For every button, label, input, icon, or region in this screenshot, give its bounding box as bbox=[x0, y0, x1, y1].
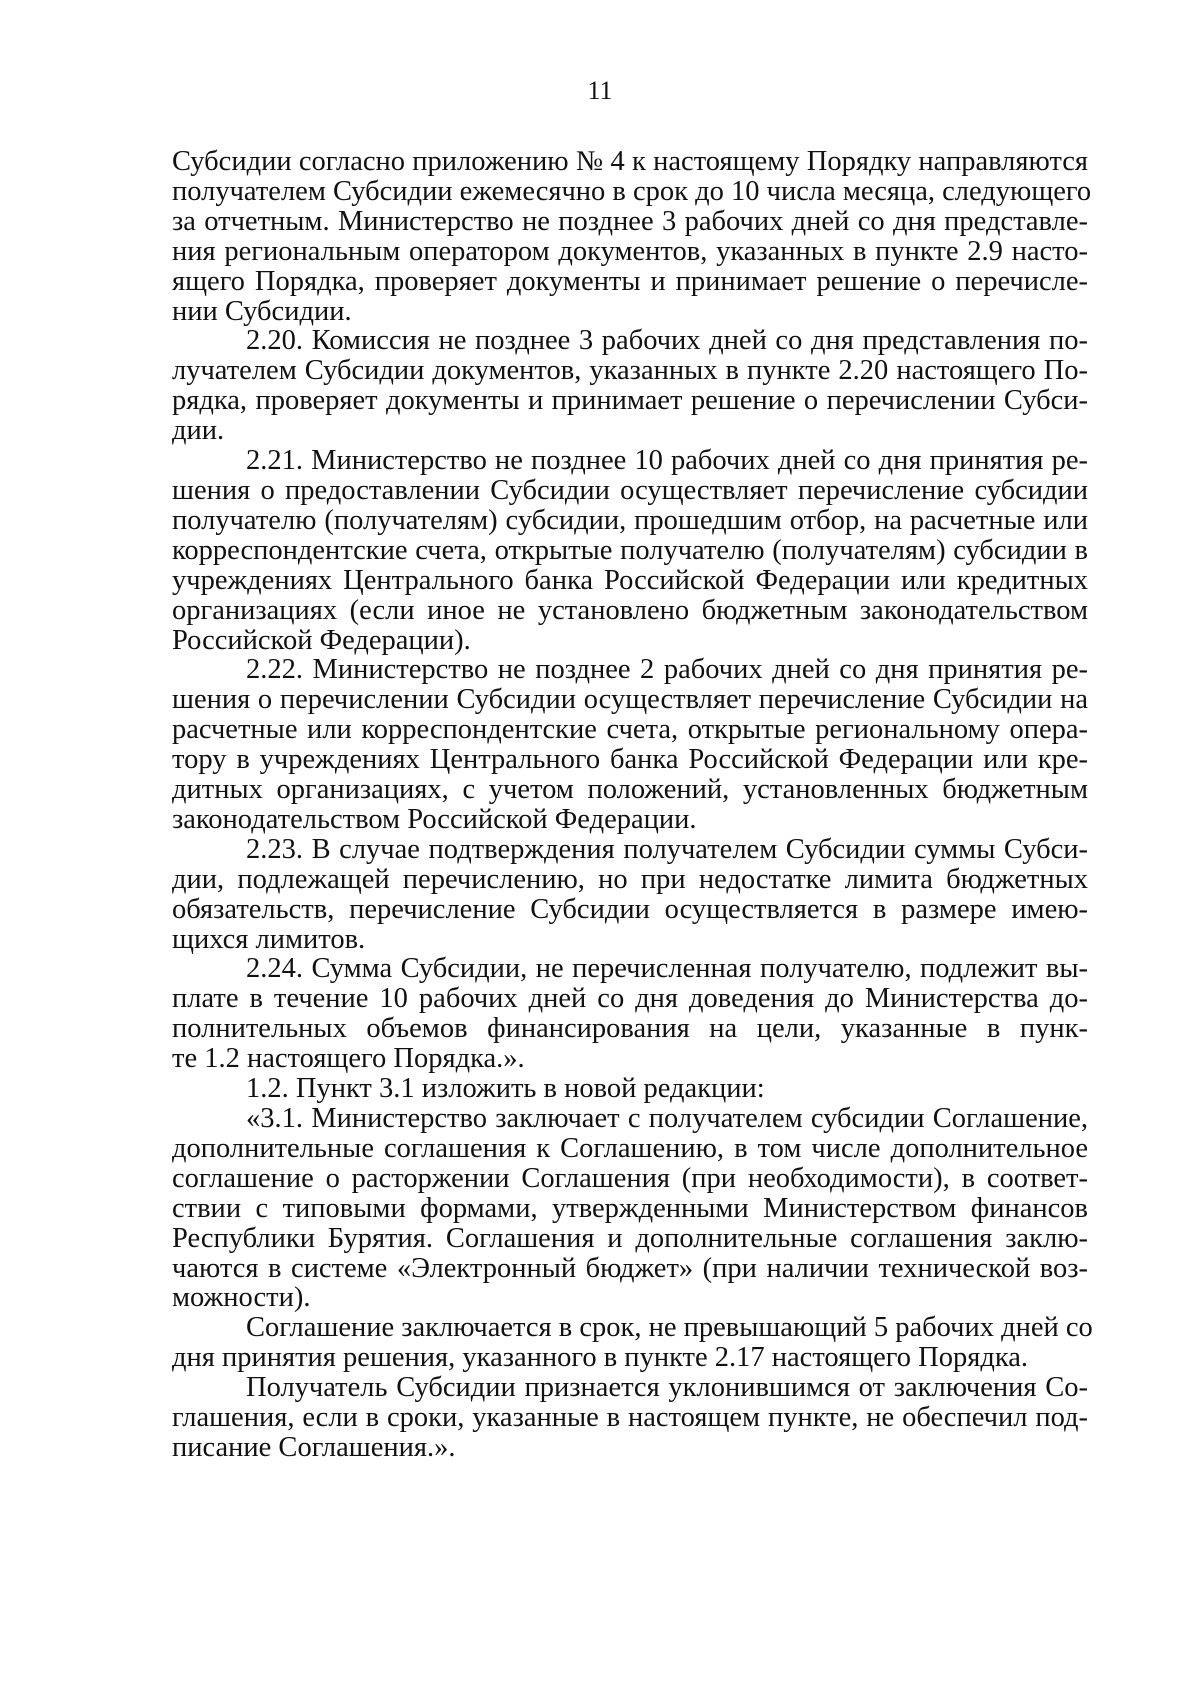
text-line: 2.21. Министерство не позднее 10 рабочих дней со дня принятия ре- bbox=[246, 445, 1088, 477]
text-line: полнительных объемов финансирования на цели, указанные в пунк- bbox=[172, 1013, 1088, 1045]
paragraph bbox=[172, 1074, 1088, 1104]
text-line: нии Субсидии. bbox=[172, 295, 352, 327]
paragraph bbox=[172, 1373, 1088, 1463]
document-body bbox=[172, 146, 1093, 1463]
text-line: учреждениях Центрального банка Российской Федерации или кредитных bbox=[172, 564, 1088, 596]
text-line: щихся лимитов. bbox=[172, 923, 366, 955]
text-line: писание Соглашения.». bbox=[172, 1431, 456, 1463]
text-line: получателю (получателям) субсидии, прошедшим отбор, на расчетные или bbox=[172, 504, 1088, 536]
text-line: дитных организациях, с учетом положений, установленных бюджетным bbox=[172, 774, 1088, 806]
text-line: шения о предоставлении Субсидии осуществляет перечисление субсидии bbox=[172, 474, 1088, 506]
text-line: Субсидии согласно приложению № 4 к настоящему Порядку направляются bbox=[172, 146, 1088, 177]
text-line: 2.22. Министерство не позднее 2 рабочих дней со дня принятия ре- bbox=[246, 654, 1088, 686]
text-line: 2.20. Комиссия не позднее 3 рабочих дней со дня представления по- bbox=[246, 325, 1088, 357]
text-line: соглашение о расторжении Соглашения (при необходимости), в соответ- bbox=[172, 1162, 1088, 1194]
text-line: Республики Бурятия. Соглашения и дополнительные соглашения заклю- bbox=[172, 1222, 1088, 1254]
paragraph bbox=[172, 954, 1088, 1074]
text-line: ящего Порядка, проверяет документы и принимает решение о перечисле- bbox=[172, 265, 1088, 297]
text-line: дня принятия решения, указанного в пункте 2.17 настоящего Порядка. bbox=[172, 1342, 1029, 1374]
page-number: 11 bbox=[587, 76, 613, 105]
paragraph bbox=[172, 1104, 1088, 1313]
text-line: те 1.2 настоящего Порядка.». bbox=[172, 1043, 525, 1075]
text-line: тору в учреждениях Центрального банка Российской Федерации или кре- bbox=[172, 744, 1088, 776]
text-line: глашения, если в сроки, указанные в настоящем пункте, не обеспечил под- bbox=[172, 1402, 1088, 1434]
text-line: дии. bbox=[172, 415, 225, 447]
text-line: законодательством Российской Федерации. bbox=[172, 803, 697, 835]
text-line: 1.2. Пункт 3.1 изложить в новой редакции: bbox=[246, 1073, 765, 1105]
text-line: рядка, проверяет документы и принимает решение о перечислении Субси- bbox=[172, 385, 1088, 417]
text-line: Соглашение заключается в срок, не превышающий 5 рабочих дней со bbox=[246, 1312, 1093, 1344]
paragraph bbox=[172, 146, 1092, 327]
text-line: обязательств, перечисление Субсидии осуществляется в размере имею- bbox=[172, 893, 1088, 925]
text-line: ния региональным оператором документов, указанных в пункте 2.9 насто- bbox=[172, 235, 1088, 267]
text-line: дии, подлежащей перечислению, но при недостатке лимита бюджетных bbox=[172, 863, 1088, 895]
paragraph bbox=[172, 835, 1088, 955]
text-line: получателем Субсидии ежемесячно в срок до 10 числа месяца, следующего bbox=[172, 175, 1092, 207]
text-line: «3.1. Министерство заключает с получателем субсидии Соглашение, bbox=[246, 1103, 1088, 1134]
text-line: 2.24. Сумма Субсидии, не перечисленная получателю, подлежит вы- bbox=[246, 953, 1088, 985]
text-line: лучателем Субсидии документов, указанных в пункте 2.20 настоящего По- bbox=[172, 355, 1088, 387]
text-line: 2.23. В случае подтверждения получателем Субсидии суммы Субси- bbox=[246, 833, 1088, 865]
text-line: расчетные или корреспондентские счета, открытые региональному опера- bbox=[172, 714, 1088, 746]
paragraph bbox=[172, 446, 1088, 655]
paragraph bbox=[172, 326, 1088, 446]
text-line: Получатель Субсидии признается уклонившимся от заключения Со- bbox=[246, 1372, 1088, 1404]
text-line: корреспондентские счета, открытые получателю (получателям) субсидии в bbox=[172, 534, 1088, 566]
text-line: Российской Федерации). bbox=[172, 624, 471, 656]
text-line: чаются в системе «Электронный бюджет» (при наличии технической воз- bbox=[172, 1252, 1088, 1284]
paragraph bbox=[172, 655, 1088, 834]
text-line: организациях (если иное не установлено бюджетным законодательством bbox=[172, 594, 1088, 626]
text-line: можности). bbox=[172, 1282, 311, 1314]
paragraph bbox=[172, 1312, 1093, 1374]
text-line: плате в течение 10 рабочих дней со дня доведения до Министерства до- bbox=[172, 983, 1088, 1015]
text-line: шения о перечислении Субсидии осуществляет перечисление Субсидии на bbox=[172, 684, 1088, 716]
text-line: за отчетным. Министерство не позднее 3 рабочих дней со дня представле- bbox=[172, 205, 1088, 237]
text-line: ствии с типовыми формами, утвержденными Министерством финансов bbox=[172, 1192, 1088, 1224]
text-line: дополнительные соглашения к Соглашению, в том числе дополнительное bbox=[172, 1132, 1088, 1164]
